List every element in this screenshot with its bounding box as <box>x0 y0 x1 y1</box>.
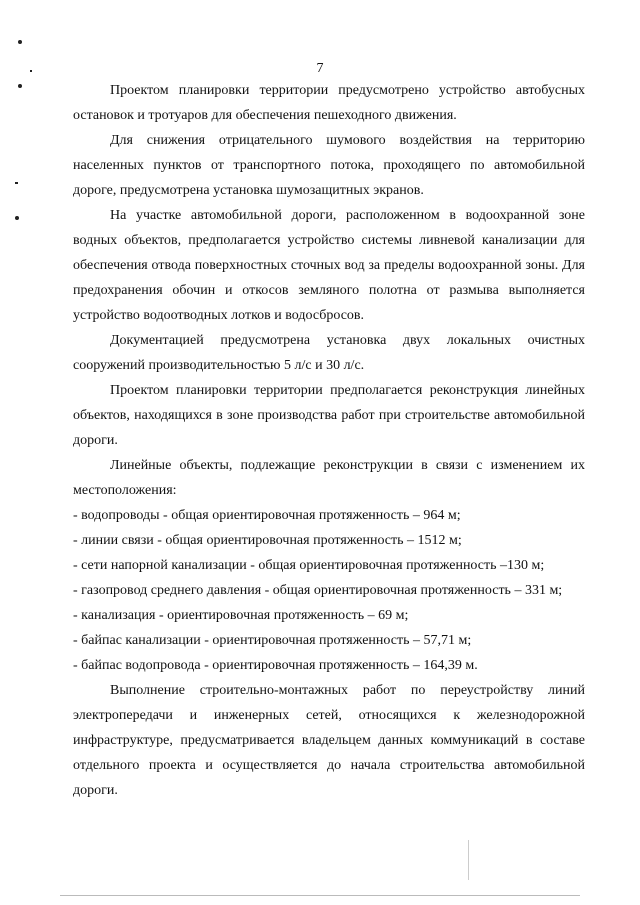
scan-noise <box>60 895 580 896</box>
scan-mark <box>15 216 19 220</box>
paragraph: Проектом планировки территории предусмотрено устройство автобусных остановок и тротуаров для обеспечения пешеходного движения. <box>73 83 585 123</box>
list-item: - канализация - ориентировочная протяженность – 69 м; <box>73 608 409 623</box>
paragraph: Выполнение строительно-монтажных работ по переустройству линий электропередачи и инженерных сетей, относящихся к железнодорожной инфраструктуре, предусматривается владельцем данных коммуникаций в составе отдельного проекта и осуществляется до начала строительства автомобильной дороги. <box>73 683 585 798</box>
list-item: - сети напорной канализации - общая ориентировочная протяженность –130 м; <box>73 558 545 573</box>
paragraph: Линейные объекты, подлежащие реконструкции в связи с изменением их местоположения: <box>73 458 585 498</box>
scan-mark <box>18 84 22 88</box>
paragraph: Для снижения отрицательного шумового воздействия на территорию населенных пунктов от транспортного потока, проходящего по автомобильной дороге, предусмотрена установка шумозащитных экранов. <box>73 133 585 198</box>
document-body <box>73 78 585 803</box>
scan-noise <box>468 840 469 880</box>
paragraph: Документацией предусмотрена установка двух локальных очистных сооружений производительностью 5 л/с и 30 л/с. <box>73 333 585 373</box>
scan-mark <box>15 182 18 184</box>
list-item: - газопровод среднего давления - общая ориентировочная протяженность – 331 м; <box>73 583 563 598</box>
list-item: - байпас канализации - ориентировочная протяженность – 57,71 м; <box>73 633 472 648</box>
list-item: - линии связи - общая ориентировочная протяженность – 1512 м; <box>73 533 462 548</box>
list-item: - байпас водопровода - ориентировочная протяженность – 164,39 м. <box>73 658 478 673</box>
paragraph: Проектом планировки территории предполагается реконструкция линейных объектов, находящихся в зоне производства работ при строительстве автомобильной дороги. <box>73 383 585 448</box>
paragraph: На участке автомобильной дороги, расположенном в водоохранной зоне водных объектов, предполагается устройство системы ливневой канализации для обеспечения отвода поверхностных сточных вод за пределы водоохранной зоны. Для предохранения обочин и откосов земляного полотна от размыва выполняется устройство водоотводных лотков и водосбросов. <box>73 208 585 323</box>
scan-mark <box>18 40 22 44</box>
page-number: 7 <box>316 61 324 76</box>
list-item: - водопроводы - общая ориентировочная протяженность – 964 м; <box>73 508 461 523</box>
